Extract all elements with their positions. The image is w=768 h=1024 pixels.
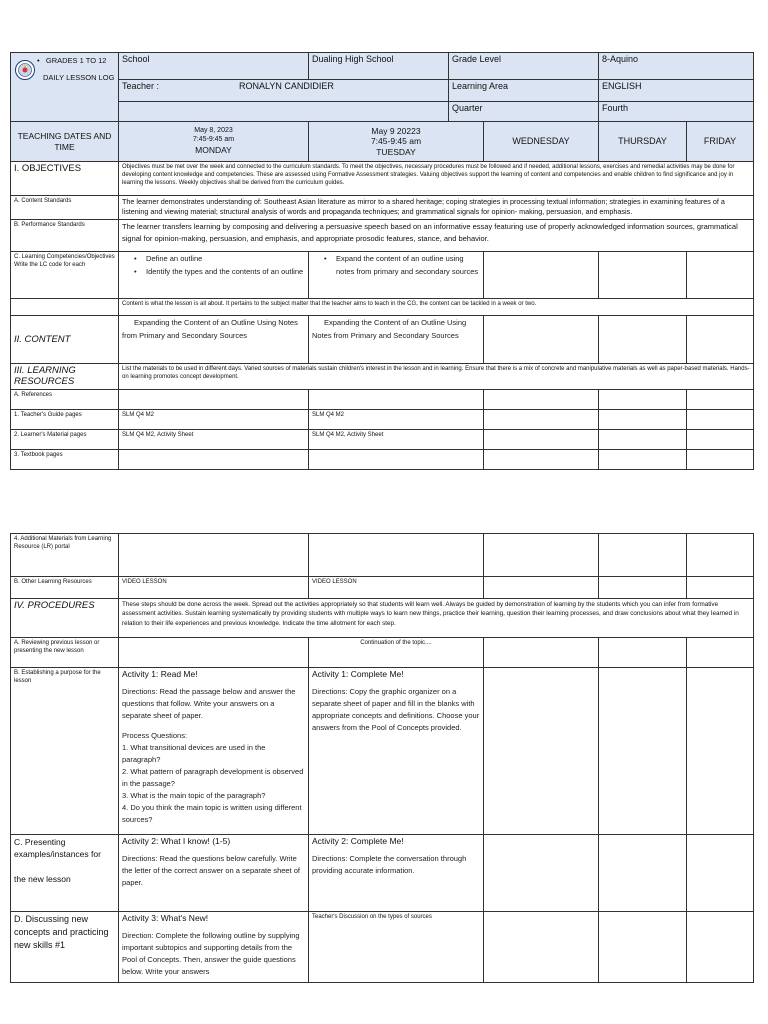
activity-directions: Direction: Complete the following outline by supplying important subtopics and supporting details from the Pool of Concepts. Then, answer the guide questions below. Write your answers: [122, 930, 300, 976]
procedures-label: IV. PROCEDURES: [11, 599, 119, 638]
monday-content: Expanding the Content of an Outline Using Notes from Primary and Secondary Sources: [119, 316, 309, 364]
tuesday-other-resources: VIDEO LESSON: [309, 577, 484, 599]
tuesday-teachers-guide: SLM Q4 M2: [309, 410, 484, 430]
procedures-note: These steps should be done across the week. Spread out the activities appropriately so that students will learn well. Always be guided by demonstration of learning by the students which you can infer from formative assessment activities. Sustain learning systematically by providing students with multiple ways to learn new things, practice their learning, question their learning processes, and draw conclusions about what they learned in relation to their life experiences and previous knowledge. Indicate the time allotment for each step.: [119, 599, 754, 638]
discussing-concepts-label: D. Discussing new concepts and practicing new skills #1: [11, 912, 119, 983]
learning-resources-label: III. LEARNING RESOURCES: [11, 364, 119, 390]
grade-level-value: 8-Aquino: [599, 53, 754, 80]
objectives-label: I. OBJECTIVES: [11, 162, 119, 196]
monday-learners-material: SLM Q4 M2, Activity Sheet: [119, 430, 309, 450]
monday-teachers-guide: SLM Q4 M2: [119, 410, 309, 430]
performance-standards-label: B. Performance Standards: [11, 220, 119, 252]
header-title-cell: [11, 53, 119, 122]
monday-header: May 8, 2023 7:45-9:45 am MONDAY: [119, 122, 309, 162]
wednesday-header: WEDNESDAY: [484, 122, 599, 162]
textbook-pages-label: 3. Textbook pages: [11, 450, 119, 470]
grades-label: GRADES 1 TO 12: [45, 56, 107, 65]
tuesday-activity-2: [309, 835, 484, 912]
monday-activity-1: [119, 668, 309, 835]
content-standards-text: The learner demonstrates understanding of: Southeast Asian literature as mirror to a shared heritage; coping strategies in processing textual information; strategies in examining features of a listening and viewing material; structural analysis of words and propaganda techniques; and grammatical signals for opinion- making, persuasion, and emphasis.: [119, 196, 754, 220]
references-label: A. References: [11, 390, 119, 410]
learners-material-label: 2. Learner's Material pages: [11, 430, 119, 450]
monday-competencies: [119, 252, 309, 299]
activity-directions: Directions: Copy the graphic organizer on a separate sheet of paper and fill in the blanks with appropriate concepts and definitions. Choose your answers from the Pool of Concepts provided.: [312, 686, 480, 732]
friday-header: FRIDAY: [687, 122, 754, 162]
other-resources-label: B. Other Learning Resources: [11, 577, 119, 599]
learning-area-label: Learning Area: [449, 80, 599, 102]
learning-area-value: ENGLISH: [599, 80, 754, 102]
activity-directions: Directions: Read the questions below carefully. Write the letter of the correct answer on a separate sheet of paper.: [122, 853, 301, 887]
objectives-note: Objectives must be met over the week and connected to the curriculum standards. To meet the objectives, necessary procedures must be followed and if needed, additional lessons, exercises and remedial activities may be done for developing content knowledge and competencies. These are assessed using Formative Assessment strategies. Valuing objectives support the learning of content and competencies and enable children to find significance and joy in learning the lessons. Weekly objectives shall be derived from the curriculum guides.: [119, 162, 754, 196]
activity-title: Activity 2: What I know! (1-5): [122, 836, 231, 846]
competency-item: • Identify the types and the contents of an outline: [134, 266, 305, 279]
activity-title: Activity 2: Complete Me!: [312, 836, 404, 846]
competency-item: • Define an outline: [134, 253, 305, 266]
performance-standards-text: The learner transfers learning by composing and delivering a persuasive speech based on an informative essay featuring use of properly acknowledged information sources, grammatical signal for opinion-making, persuasion, and emphasis, and appropriate prosodic features, stance, and behavior.: [119, 220, 754, 252]
school-label: School: [119, 53, 309, 80]
tuesday-header: May 9 20223 7:45-9:45 am TUESDAY: [309, 122, 484, 162]
grade-level-label: Grade Level: [449, 53, 599, 80]
tuesday-activity-1: [309, 668, 484, 835]
competency-item: • Expand the content of an outline using notes from primary and secondary sources: [324, 253, 480, 279]
monday-activity-3: [119, 912, 309, 983]
competencies-label: C. Learning Competencies/Objectives Write the LC code for each: [11, 252, 119, 299]
teachers-guide-label: 1. Teacher's Guide pages: [11, 410, 119, 430]
activity-title: Activity 3: What's New!: [122, 913, 209, 923]
quarter-value: Fourth: [599, 102, 754, 122]
tuesday-learners-material: SLM Q4 M2, Activity Sheet: [309, 430, 484, 450]
content-standards-label: A. Content Standards: [11, 196, 119, 220]
school-value: Dualing High School: [309, 53, 449, 80]
activity-directions: Directions: Complete the conversation through providing accurate information.: [312, 853, 467, 875]
lesson-log-table-page-2: [10, 533, 754, 983]
activity-title: Activity 1: Read Me!: [122, 669, 198, 679]
presenting-examples-label: C. Presenting examples/instances for the new lesson: [11, 835, 119, 912]
reviewing-lesson-label: A. Reviewing previous lesson or presenting the new lesson: [11, 638, 119, 668]
process-questions: Process Questions: 1. What transitional devices are used in the paragraph? 2. What pattern of paragraph development is observed in the passage? 3. What is the main topic of the paragraph? 4. Do you think the main topic is written using different sources?: [122, 730, 304, 824]
tuesday-reviewing: Continuation of the topic....: [309, 638, 484, 668]
activity-title: Activity 1: Complete Me!: [312, 669, 404, 679]
monday-activity-2: [119, 835, 309, 912]
lesson-log-table-page-1: [10, 52, 754, 470]
teaching-dates-label: TEACHING DATES AND TIME: [11, 122, 119, 162]
monday-other-resources: VIDEO LESSON: [119, 577, 309, 599]
content-note: Content is what the lesson is all about. It pertains to the subject matter that the teacher aims to teach in the CG, the content can be tackled in a week or two.: [119, 299, 754, 316]
deped-seal-icon: [15, 56, 35, 84]
tuesday-content: Expanding the Content of an Outline Using Notes from Primary and Secondary Sources: [309, 316, 484, 364]
establishing-purpose-label: B. Establishing a purpose for the lesson: [11, 668, 119, 835]
additional-materials-label: 4. Additional Materials from Learning Resource (LR) portal: [11, 534, 119, 577]
tuesday-competencies: [309, 252, 484, 299]
quarter-label: Quarter: [449, 102, 599, 122]
bullet-icon: •: [37, 56, 46, 65]
tuesday-discussion: Teacher's Discussion on the types of sources: [309, 912, 484, 983]
content-label: II. CONTENT: [11, 316, 119, 364]
teacher-label: Teacher :: [122, 81, 160, 91]
daily-lesson-log-title: DAILY LESSON LOG: [43, 73, 115, 83]
learning-resources-note: List the materials to be used in different days. Varied sources of materials sustain children's interest in the lesson and in learning. Ensure that there is a mix of concrete and manipulative materials as well as paper-based materials. Hands-on learning promotes concept development.: [119, 364, 754, 390]
teacher-value: RONALYN CANDIDIER: [239, 81, 334, 91]
thursday-header: THURSDAY: [599, 122, 687, 162]
teacher-cell: [119, 80, 449, 102]
activity-directions: Directions: Read the passage below and answer the questions that follow. Write your answers on a separate sheet of paper.: [122, 686, 296, 720]
